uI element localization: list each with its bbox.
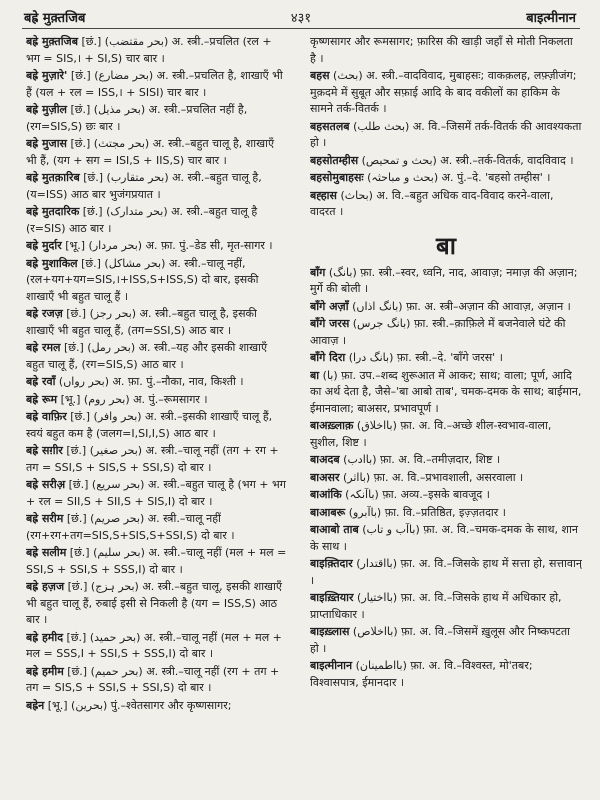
entry-headword: बाँगे जरस	[310, 317, 350, 330]
page-number: ४३१	[290, 11, 312, 26]
entry-headword: बह्रेन	[26, 698, 45, 712]
dictionary-entry	[310, 590, 582, 623]
entry-definition: (بحث و مباحثہ) अ. पुं.–दे. 'बहसो तम्हीस' ।	[363, 171, 551, 184]
entry-headword: बह्रे सग़ीर	[26, 444, 63, 457]
entry-definition: (بااخلاق) फ़ा. अ. वि.–अच्छे शील-स्वभाव-वाला, सुशील, शिष्ट ।	[310, 419, 552, 449]
entry-headword: बाइख़्तियार	[310, 591, 354, 604]
entry-definition: (بحث و تمحیص) अ. स्त्री.–तर्क-वितर्क, वादविवाद ।	[358, 153, 574, 167]
entry-headword: बाँगे अज़ाँ	[310, 299, 349, 313]
entry-headword: बाआबरू	[310, 505, 346, 519]
entry-headword: बह्रे वाफ़िर	[26, 410, 67, 423]
dictionary-entry	[26, 374, 288, 391]
entry-definition: (بانگ درا) फ़ा. स्त्री.–दे. 'बाँगे जरस' ।	[345, 351, 503, 364]
entry-definition: (بحاث) अ. वि.–बहुत अधिक वाद-विवाद करने-वाला, वादरत ।	[310, 188, 554, 218]
entry-definition: (باادب) फ़ा. अ. वि.–तमीज़दार, शिष्ट ।	[339, 453, 501, 466]
entry-definition: [भू.] (بحر روم) अ. पुं.–रूमसागर ।	[57, 392, 208, 406]
dictionary-entry	[26, 340, 288, 373]
entry-definition: (بااقتدار) फ़ा. अ. वि.–जिसके हाथ में सत्ता हो, सत्तावान् ।	[310, 557, 582, 587]
dictionary-entry	[310, 265, 582, 298]
entry-headword: बह्रे रूम	[26, 392, 58, 406]
entry-definition: [छं.] (بحر صغیر) अ. स्त्री.–चालू नहीं (तग + रग + तग = SSI,S + SIS,S + SSI,S) दो बार ।	[26, 444, 279, 474]
dictionary-entry	[26, 170, 288, 203]
dictionary-entry	[26, 306, 288, 339]
entry-definition: [छं.] (بحر صریم) अ. स्त्री.–चालू नहीं (रग+रग+तग=SIS,S+SIS,S+SSI,S) दो बार ।	[26, 512, 235, 542]
entry-headword: बह्रे सलीम	[26, 546, 67, 559]
dictionary-entry	[26, 579, 288, 629]
entry-definition: [छं.] (بحر مضارع) अ. स्त्री.–प्रचलित है, शाखाएँ भी हैं (यल + रल = ISS,। + SISI) चार बार ।	[26, 69, 283, 99]
entry-definition: [छं.] (بحر متدارک) अ. स्त्री.–बहुत चालू है (र=SIS) आठ बार ।	[26, 205, 258, 235]
dictionary-entry	[310, 487, 582, 504]
dictionary-entry	[310, 119, 582, 152]
entry-headword: बह्रे मुतक़ारिब	[26, 171, 80, 184]
dictionary-entry	[26, 698, 288, 715]
entry-headword: बहसोमुबाहसः	[310, 171, 364, 184]
dictionary-entry	[26, 34, 288, 67]
entry-headword: बाअख़्लाक़	[310, 419, 354, 432]
entry-definition: [छं.] (بحر حمیم) अ. स्त्री.–चालू नहीं (रग + तग + तग = SIS,S + SSI,S + SSI,S) दो बार ।	[26, 664, 280, 694]
entry-headword: बाअसर	[310, 470, 340, 484]
dictionary-entry	[26, 664, 288, 697]
entry-headword: बह्रे रजज़	[26, 307, 63, 320]
entry-definition: [छं.] (بحر مذیل) अ. स्त्री.–प्रचलित नहीं है, (रग=SIS,S) छः बार ।	[26, 103, 248, 133]
dictionary-entry	[26, 511, 288, 544]
entry-definition: (بحث طلب) अ. वि.–जिसमें तर्क-वितर्क की आवश्यकता हो ।	[310, 119, 582, 149]
dictionary-entry	[310, 350, 582, 367]
entry-headword: बाआंकि	[310, 488, 342, 501]
entry-definition: (باآنکہ) फ़ा. अव्य.–इसके बावजूद ।	[341, 488, 490, 501]
section-heading: बा	[436, 231, 456, 260]
entry-definition: [छं.] (بحر مقتضب) अ. स्त्री.–प्रचलित (रल + भग = SIS,। + SI,S) चार बार ।	[26, 35, 272, 65]
entry-headword: बहस	[310, 69, 330, 82]
entry-headword: बहसतलब	[310, 119, 350, 133]
entry-headword: बाइख़्लास	[310, 625, 350, 638]
entry-headword: बा	[310, 368, 320, 382]
guide-word-right: बाइत्मीनान	[526, 11, 576, 26]
dictionary-entry	[310, 368, 582, 418]
dictionary-entry	[26, 238, 288, 255]
entry-definition: (بانگ اذاں) फ़ा. अ. स्त्री–अज़ान की आवाज़, अज़ान ।	[348, 299, 571, 313]
entry-definition: [छं.] (بحر متقارب) अ. स्त्री.–बहुत चालू है, (य=ISS) आठ बार भुजंगप्रयात ।	[26, 171, 262, 201]
page-header	[22, 6, 580, 29]
entry-definition: [छं.] (بحر وافر) अ. स्त्री.–इसकी शाखाएँ चालू हैं, स्वयं बहुत कम है (जलग=I,SI,I,S) आठ बार ।	[26, 410, 273, 440]
entry-headword: बह्रे हमीम	[26, 664, 64, 678]
entry-definition: [छं.] (بحر سلیم) अ. स्त्री.–चालू नहीं (मल + मल = SSI,S + SSI,S + SSS,I) दो बार ।	[26, 546, 287, 576]
entry-headword: बह्हास	[310, 188, 337, 202]
entry-headword: बह्रे मुज़ील	[26, 103, 67, 116]
dictionary-entry	[26, 136, 288, 169]
entry-headword: बाँगे दिरा	[310, 351, 346, 364]
dictionary-entry	[26, 630, 288, 663]
entry-definition: (بانگ) फ़ा. स्त्री.–स्वर, ध्वनि, नाद, आवाज़; नमाज़ की अज़ान; मुर्गे की बोली ।	[310, 265, 578, 295]
entry-definition: (بااخلاص) फ़ा. अ. वि.–जिसमें ख़ुलूस और निष्कपटता हो ।	[310, 625, 570, 655]
entry-headword: बाअदब	[310, 453, 340, 466]
entry-definition: (با) फ़ा. उप.–शब्द शुरूआत में आकर; साथ; वाला; पूर्ण, आदि का अर्थ देता है, जैसे–'बा आबो ताब', चमक-दमक के साथ; बाईमान, ईमानवाला; बाअसर, प्रभावपूर्ण ।	[310, 368, 582, 415]
entry-headword: बह्रे सरीअ़	[26, 478, 66, 491]
dictionary-entry	[26, 443, 288, 476]
entry-headword: बाइक़्तिदार	[310, 557, 353, 570]
entry-definition: (بحث) अ. स्त्री.–वादविवाद, मुबाहसः; वाकक़लह, लफ़्ज़ीजंग; मुक़दमे में सुबूत और सफ़ाई आदि के बाद वकीलों का हाकिम के सामने तर्क-वितर्क ।	[310, 69, 577, 115]
entry-definition: [भू.] (بحرین) पुं.–श्वेतसागर और कृष्णसागर;	[44, 698, 232, 712]
entry-headword: बह्रे हज़ज	[26, 580, 65, 593]
entry-headword: बह्रे रवाँ	[26, 375, 56, 388]
dictionary-entry	[310, 299, 582, 316]
dictionary-entry	[310, 522, 582, 555]
entry-headword: बह्रे मुज़ारे'	[26, 69, 68, 82]
entry-headword: बहसोतम्हीस	[310, 153, 359, 167]
entry-definition: [छं.] (بحر ہزج) अ. स्त्री.–बहुत चालू, इसकी शाखाएँ भी बहुत चालू हैं, रुबाई इसी से निकली है (यग = ISS,S) आठ बार ।	[26, 580, 282, 626]
entry-definition: [छं.] (بحر مجتث) अ. स्त्री.–बहुत चालू है, शाखाएँ भी हैं, (यग + सग = ISI,S + IIS,S) चार बार ।	[26, 137, 275, 167]
dictionary-entry	[26, 256, 288, 306]
entry-headword: बह्रे मुजास	[26, 137, 67, 150]
entry-headword: बह्रे सरीम	[26, 512, 64, 525]
guide-word-left: बह्रे मुक़्तजिब	[24, 11, 86, 26]
entry-definition: [छं.] (بحر سریع) अ. स्त्री.–बहुत चालू है (भग + भग + रल = SII,S + SII,S + SIS,I) दो बार ।	[26, 478, 286, 508]
entry-definition: [छं.] (بحر مشاکل) अ. स्त्री.–चालू नहीं, (रल+यग+यग=SIS,।+ISS,S+ISS,S) दो बार, इसकी शाखाएँ भी बहुत चालू हैं ।	[26, 256, 259, 303]
entry-headword: बह्रे मुक़्तजिब	[26, 35, 78, 48]
entry-definition: (بااطمینان) फ़ा. अ. वि.–विश्वस्त, मो'तबर; विश्वासपात्र, ईमानदार ।	[310, 659, 533, 689]
dictionary-entry	[310, 505, 582, 522]
entry-headword: बह्रे मुशाकिल	[26, 256, 78, 270]
dictionary-entry	[310, 658, 582, 691]
entry-headword: बाँग	[310, 265, 326, 279]
entry-headword: बह्रे हमीद	[26, 630, 64, 644]
dictionary-entry	[26, 204, 288, 237]
dictionary-entry	[310, 153, 582, 170]
entry-definition: [भू.] (بحر مردار) अ. फ़ा. पुं.–डेड सी, मृत-सागर ।	[61, 239, 273, 252]
dictionary-entry	[310, 188, 582, 221]
entry-headword: बह्रे मुर्दार	[26, 239, 62, 252]
dictionary-entry	[310, 170, 582, 187]
entry-headword: बाइत्मीनान	[310, 659, 353, 672]
right-column-top-entries	[310, 34, 582, 221]
dictionary-entry	[310, 452, 582, 469]
left-column	[26, 34, 288, 794]
dictionary-entry	[26, 392, 288, 409]
entry-definition: (باآب و تاب) फ़ा. अ. वि.–चमक-दमक के साथ, शान के साथ ।	[310, 523, 578, 553]
dictionary-entry	[310, 418, 582, 451]
entry-definition: [छं.] (بحر رجز) अ. स्त्री.–बहुत चालू है, इसकी शाखाएँ भी बहुत चालू हैं, (तग=SSI,S) आठ बार ।	[26, 307, 257, 337]
dictionary-entry	[26, 545, 288, 578]
entry-definition: [छं.] (بحر رمل) अ. स्त्री.–यह और इसकी शाखाएँ बहुत चालू हैं, (रग=SIS,S) आठ बार ।	[26, 341, 268, 371]
entry-definition: (باآبرو) फ़ा. वि.–प्रतिष्ठित, इज़्ज़तदार ।	[345, 505, 506, 519]
right-column-bottom-entries	[310, 265, 582, 692]
dictionary-entry	[26, 409, 288, 442]
entry-headword: बाआबो ताब	[310, 523, 359, 536]
dictionary-entry	[310, 470, 582, 487]
dictionary-entry	[26, 68, 288, 101]
dictionary-entry	[310, 556, 582, 589]
entry-definition: (بانگ جرس) फ़ा. स्त्री.–क़ाफ़िले में बजनेवाले घंटे की आवाज़ ।	[310, 317, 566, 347]
dictionary-entry	[26, 477, 288, 510]
entry-headword: बह्रे मुतदारिक	[26, 205, 80, 218]
dictionary-entry	[310, 316, 582, 349]
dictionary-entry	[310, 624, 582, 657]
entry-definition: [छं.] (بحر حمید) अ. स्त्री.–चालू नहीं (मल + मल + मल = SSS,I + SSI,S + SSS,I) दो बार ।	[26, 630, 282, 660]
entry-definition: कृष्णसागर और रूमसागर; फ़ारिस की खाड़ी जहाँ से मोती निकलता है ।	[310, 35, 573, 65]
entry-definition: (بااثر) फ़ा. अ. वि.–प्रभावशाली, असरवाला ।	[339, 470, 524, 484]
dictionary-entry	[26, 102, 288, 135]
entry-definition: (بحر رواں) अ. फ़ा. पुं.–नौका, नाव, किश्ती ।	[55, 375, 244, 388]
entry-headword: बह्रे रमल	[26, 341, 61, 354]
dictionary-entry	[310, 68, 582, 118]
dictionary-entry	[310, 34, 582, 67]
entry-definition: (بااختیار) फ़ा. अ. वि.–जिसके हाथ में अधिकार हो, प्राप्ताधिकार ।	[310, 591, 562, 621]
right-column	[310, 34, 582, 794]
